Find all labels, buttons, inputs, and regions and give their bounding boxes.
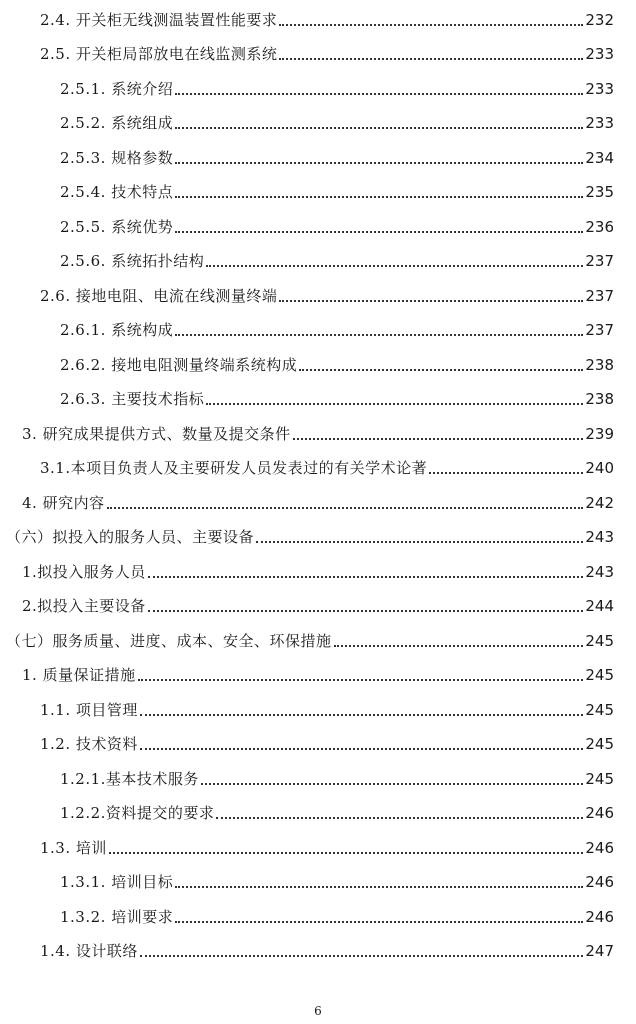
toc-entry-title: （七）服务质量、进度、成本、安全、环保措施 bbox=[6, 632, 332, 650]
toc-entry-page: 246 bbox=[585, 804, 614, 822]
toc-entry-title: 2.5.5. 系统优势 bbox=[60, 218, 174, 236]
dot-leader bbox=[107, 506, 584, 509]
toc-entry-page: 246 bbox=[585, 839, 614, 857]
toc-entry[interactable] bbox=[40, 454, 614, 478]
toc-entry-title: 1.3. 培训 bbox=[40, 839, 107, 857]
toc-entry-page: 245 bbox=[585, 770, 614, 788]
dot-leader bbox=[148, 609, 584, 612]
toc-entry-title: 2.6. 接地电阻、电流在线测量终端 bbox=[40, 287, 278, 305]
dot-leader bbox=[299, 368, 583, 371]
toc-entry[interactable] bbox=[40, 6, 614, 30]
toc-entry[interactable] bbox=[40, 937, 614, 961]
toc-entry-title: 2.6.2. 接地电阻测量终端系统构成 bbox=[60, 356, 298, 374]
dot-leader bbox=[138, 678, 584, 681]
toc-entry-title: 2.4. 开关柜无线测温装置性能要求 bbox=[40, 11, 278, 29]
toc-entry-title: 2.5.2. 系统组成 bbox=[60, 114, 174, 132]
dot-leader bbox=[175, 92, 583, 95]
dot-leader bbox=[109, 851, 583, 854]
toc-entry[interactable] bbox=[22, 489, 614, 513]
toc-entry-page: 233 bbox=[585, 45, 614, 63]
dot-leader bbox=[175, 920, 583, 923]
toc-entry[interactable] bbox=[60, 316, 614, 340]
dot-leader bbox=[206, 264, 583, 267]
toc-entry[interactable] bbox=[22, 558, 614, 582]
toc-entry[interactable] bbox=[60, 247, 614, 271]
toc-entry-title: 1. 质量保证措施 bbox=[22, 666, 136, 684]
toc-entry-page: 243 bbox=[585, 528, 614, 546]
toc-entry[interactable] bbox=[60, 351, 614, 375]
toc-entry-page: 243 bbox=[585, 563, 614, 581]
dot-leader bbox=[175, 333, 583, 336]
dot-leader bbox=[175, 161, 583, 164]
dot-leader bbox=[175, 195, 583, 198]
dot-leader bbox=[175, 126, 583, 129]
dot-leader bbox=[279, 23, 583, 26]
toc-entry[interactable] bbox=[60, 868, 614, 892]
toc-entry[interactable] bbox=[60, 799, 614, 823]
toc-entry-title: 3.1.本项目负责人及主要研发人员发表过的有关学术论著 bbox=[40, 459, 428, 477]
toc-entry[interactable] bbox=[60, 178, 614, 202]
toc-entry[interactable] bbox=[60, 144, 614, 168]
toc-entry-page: 240 bbox=[585, 459, 614, 477]
toc-entry-title: 2.6.1. 系统构成 bbox=[60, 321, 174, 339]
dot-leader bbox=[140, 713, 583, 716]
toc-entry-page: 235 bbox=[585, 183, 614, 201]
toc-entry-page: 233 bbox=[585, 80, 614, 98]
toc-entry-page: 237 bbox=[585, 287, 614, 305]
dot-leader bbox=[293, 437, 584, 440]
toc-entry-title: 1.4. 设计联络 bbox=[40, 942, 138, 960]
dot-leader bbox=[334, 644, 584, 647]
toc-entry-page: 245 bbox=[585, 666, 614, 684]
toc-entry-title: 1.2.2.资料提交的要求 bbox=[60, 804, 215, 822]
dot-leader bbox=[148, 575, 584, 578]
toc-entry-title: 2.5.4. 技术特点 bbox=[60, 183, 174, 201]
toc-entry[interactable] bbox=[40, 282, 614, 306]
toc-entry-title: 2.5.3. 规格参数 bbox=[60, 149, 174, 167]
toc-entry-page: 246 bbox=[585, 873, 614, 891]
toc-entry-page: 236 bbox=[585, 218, 614, 236]
toc-entry-title: 2.5.6. 系统拓扑结构 bbox=[60, 252, 205, 270]
toc-entry[interactable] bbox=[40, 730, 614, 754]
toc-entry[interactable] bbox=[22, 420, 614, 444]
toc-entry-title: （六）拟投入的服务人员、主要设备 bbox=[6, 528, 255, 546]
toc-entry[interactable] bbox=[60, 765, 614, 789]
toc-entry-page: 244 bbox=[585, 597, 614, 615]
toc-entry-page: 237 bbox=[585, 321, 614, 339]
toc-entry[interactable] bbox=[40, 834, 614, 858]
toc-entry-page: 233 bbox=[585, 114, 614, 132]
toc-entry-page: 234 bbox=[585, 149, 614, 167]
dot-leader bbox=[175, 230, 583, 233]
toc-entry-page: 237 bbox=[585, 252, 614, 270]
dot-leader bbox=[256, 540, 583, 543]
toc-entry[interactable] bbox=[60, 385, 614, 409]
toc-entry[interactable] bbox=[22, 661, 614, 685]
toc-entry[interactable] bbox=[6, 523, 614, 547]
toc-entry-page: 246 bbox=[585, 908, 614, 926]
dot-leader bbox=[216, 816, 583, 819]
dot-leader bbox=[279, 299, 583, 302]
toc-entry-title: 2.拟投入主要设备 bbox=[22, 597, 146, 615]
dot-leader bbox=[140, 954, 583, 957]
toc-entry-title: 2.5. 开关柜局部放电在线监测系统 bbox=[40, 45, 278, 63]
toc-entry[interactable] bbox=[40, 40, 614, 64]
toc-entry[interactable] bbox=[22, 592, 614, 616]
page-number: 6 bbox=[314, 1004, 322, 1018]
toc-entry-page: 247 bbox=[585, 942, 614, 960]
toc-entry[interactable] bbox=[60, 109, 614, 133]
toc-entry-page: 245 bbox=[585, 735, 614, 753]
dot-leader bbox=[429, 471, 583, 474]
toc-entry-title: 1.3.1. 培训目标 bbox=[60, 873, 174, 891]
toc-entry[interactable] bbox=[60, 213, 614, 237]
toc-entry-title: 1.2. 技术资料 bbox=[40, 735, 138, 753]
dot-leader bbox=[175, 885, 583, 888]
toc-entry-title: 1.3.2. 培训要求 bbox=[60, 908, 174, 926]
toc-entry-page: 242 bbox=[585, 494, 614, 512]
toc-entry-page: 245 bbox=[585, 701, 614, 719]
toc-entry-title: 2.6.3. 主要技术指标 bbox=[60, 390, 205, 408]
toc-entry-page: 238 bbox=[585, 356, 614, 374]
toc-entry-page: 245 bbox=[585, 632, 614, 650]
dot-leader bbox=[140, 747, 583, 750]
toc-entry-title: 1.1. 项目管理 bbox=[40, 701, 138, 719]
dot-leader bbox=[201, 782, 583, 785]
toc-entry[interactable] bbox=[40, 696, 614, 720]
toc-entry[interactable] bbox=[60, 903, 614, 927]
toc-entry-title: 3. 研究成果提供方式、数量及提交条件 bbox=[22, 425, 291, 443]
toc-entry-page: 238 bbox=[585, 390, 614, 408]
toc-entry-page: 232 bbox=[585, 11, 614, 29]
toc-entry-title: 2.5.1. 系统介绍 bbox=[60, 80, 174, 98]
toc-entry-title: 1.2.1.基本技术服务 bbox=[60, 770, 199, 788]
dot-leader bbox=[206, 402, 583, 405]
toc-entry-page: 239 bbox=[585, 425, 614, 443]
toc-entry[interactable] bbox=[6, 627, 614, 651]
dot-leader bbox=[279, 57, 583, 60]
toc-entry[interactable] bbox=[60, 75, 614, 99]
toc-entry-title: 4. 研究内容 bbox=[22, 494, 105, 512]
toc-entry-title: 1.拟投入服务人员 bbox=[22, 563, 146, 581]
